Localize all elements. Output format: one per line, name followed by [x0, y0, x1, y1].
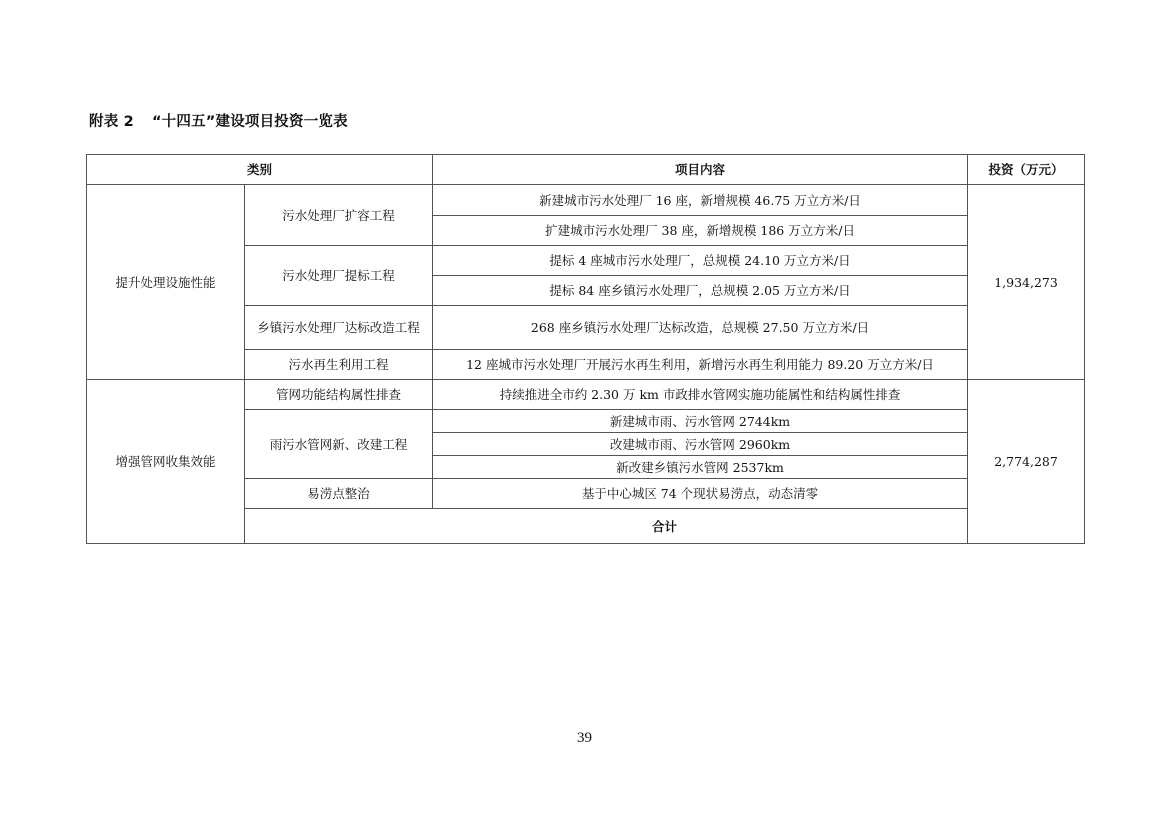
subcategory-name: 管网功能结构属性排查 [245, 380, 433, 410]
caption-label: 附表 2 [89, 114, 134, 130]
project-item: 提标 4 座城市污水处理厂，总规模 24.10 万立方米/日 [433, 246, 968, 276]
table-caption [89, 110, 348, 131]
page-number: 39 [577, 730, 592, 746]
header-category: 类别 [87, 155, 433, 185]
group-investment: 2,774,287 [968, 380, 1085, 544]
group-name: 提升处理设施性能 [87, 185, 245, 380]
subcategory-name: 乡镇污水处理厂达标改造工程 [245, 306, 433, 350]
project-item: 新改建乡镇污水管网 2537km [433, 456, 968, 479]
subcategory-name: 雨污水管网新、改建工程 [245, 410, 433, 479]
project-item: 12 座城市污水处理厂开展污水再生利用，新增污水再生利用能力 89.20 万立方米/日 [433, 350, 968, 380]
subcategory-name: 易涝点整治 [245, 479, 433, 509]
project-item: 改建城市雨、污水管网 2960km [433, 433, 968, 456]
table-row [87, 380, 1085, 410]
project-item: 268 座乡镇污水处理厂达标改造，总规模 27.50 万立方米/日 [433, 306, 968, 350]
total-label: 合计 [245, 509, 1085, 544]
header-investment: 投资（万元） [968, 155, 1085, 185]
project-item: 持续推进全市约 2.30 万 km 市政排水管网实施功能属性和结构属性排查 [433, 380, 968, 410]
investment-table [86, 154, 1085, 544]
group-name: 增强管网收集效能 [87, 380, 245, 544]
project-item: 提标 84 座乡镇污水处理厂，总规模 2.05 万立方米/日 [433, 276, 968, 306]
table-row [87, 185, 1085, 216]
group-investment: 1,934,273 [968, 185, 1085, 380]
project-item: 新建城市污水处理厂 16 座，新增规模 46.75 万立方米/日 [433, 185, 968, 216]
project-item: 新建城市雨、污水管网 2744km [433, 410, 968, 433]
project-item: 扩建城市污水处理厂 38 座，新增规模 186 万立方米/日 [433, 216, 968, 246]
header-content: 项目内容 [433, 155, 968, 185]
table-header-row [87, 155, 1085, 185]
caption-title: “十四五”建设项目投资一览表 [151, 114, 348, 130]
subcategory-name: 污水处理厂提标工程 [245, 246, 433, 306]
subcategory-name: 污水处理厂扩容工程 [245, 185, 433, 246]
subcategory-name: 污水再生利用工程 [245, 350, 433, 380]
project-item: 基于中心城区 74 个现状易涝点，动态清零 [433, 479, 968, 509]
